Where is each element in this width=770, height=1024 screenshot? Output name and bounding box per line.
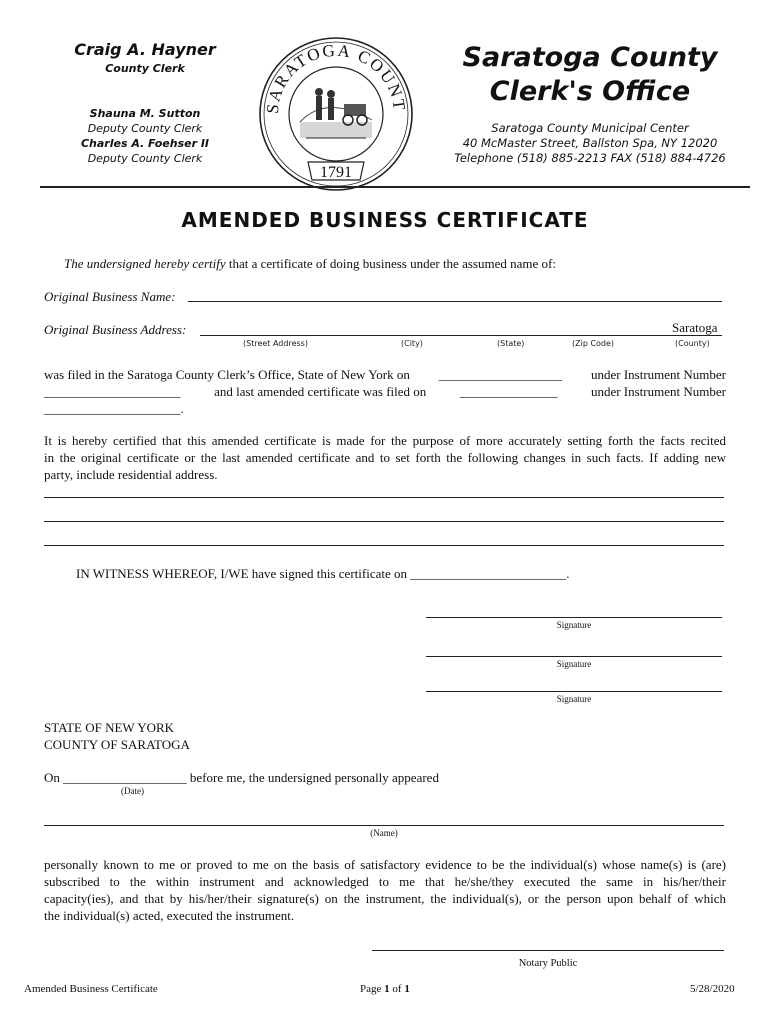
footer-date: 5/28/2020: [690, 983, 735, 995]
address-line1: Saratoga County Municipal Center: [491, 121, 689, 135]
seal-arc-text: SARATOGA COUNT: [262, 40, 410, 115]
purpose-line-2: in the original certificate or the last amended certificate and to set forth the following changes in such facts. If adding new: [44, 450, 726, 465]
deputy1-name: Shauna M. Sutton: [89, 107, 201, 120]
name-sublabel: (Name): [370, 828, 398, 838]
intro-text: [64, 256, 556, 272]
page-total: 1: [404, 983, 410, 995]
clerk-name: Craig A. Hayner: [74, 40, 216, 59]
orig-name-field[interactable]: [188, 301, 722, 302]
ack-line-1: personally known to me or proved to me on the basis of satisfactory evidence to be the individual(s) whose name(s) is (are): [44, 857, 726, 872]
footer-left: Amended Business Certificate: [24, 983, 158, 995]
ack-line-4: the individual(s) acted, executed the instrument.: [44, 908, 295, 923]
amended-date-field[interactable]: _______________: [459, 384, 558, 399]
changes-line-2[interactable]: [44, 521, 724, 522]
signature-line-1[interactable]: [426, 617, 722, 618]
street-sublabel: (Street Address): [243, 339, 308, 348]
county-seal: [256, 34, 416, 194]
seal-scene-icon: [300, 88, 372, 138]
signature-line-2[interactable]: [426, 656, 722, 657]
orig-name-label: Original Business Name:: [44, 289, 176, 304]
state-line: STATE OF NEW YORK: [44, 720, 175, 735]
notary-signature-line[interactable]: [372, 950, 724, 951]
city-sublabel: (City): [401, 339, 423, 348]
state-sublabel: (State): [497, 339, 525, 348]
purpose-line-1: It is hereby certified that this amended certificate is made for the purpose of more accurately setting forth the facts recited: [44, 433, 726, 448]
form-title: AMENDED BUSINESS CERTIFICATE: [181, 208, 589, 232]
office-title-line1: Saratoga County: [462, 42, 718, 73]
page-number: 1: [384, 983, 390, 995]
date-sublabel: (Date): [121, 786, 144, 796]
seal-year: 1791: [320, 164, 352, 181]
signature-label-1: Signature: [556, 620, 592, 630]
signature-label-2: Signature: [556, 659, 592, 669]
signature-label-3: Signature: [556, 694, 592, 704]
filed-line-2: _____________________ and last amended certificate was filed on _______________ under Instrument Number: [44, 384, 726, 399]
office-title-line2: Clerk's Office: [489, 76, 691, 107]
intro-rest: that a certificate of doing business under the assumed name of:: [225, 256, 556, 271]
on-date-text: On ___________________ before me, the undersigned personally appeared: [44, 770, 439, 785]
ack-line-2: subscribed to the within instrument and acknowledged to me that he/she/they executed the same in his/her/their: [44, 874, 726, 889]
amended-instrument-field[interactable]: _____________________.: [44, 401, 184, 416]
purpose-line-3: party, include residential address.: [44, 467, 218, 482]
county-line: COUNTY OF SARATOGA: [44, 737, 190, 752]
county-value: Saratoga: [672, 320, 718, 335]
filed-date-field[interactable]: ___________________: [438, 367, 563, 382]
filed-line-1: was filed in the Saratoga County Clerk’s Office, State of New York on ___________________ under Instrument Number: [44, 367, 726, 382]
ack-line-3: capacity(ies), and that by his/her/their signature(s) on the instrument, the individual(s), or the person upon behalf of which: [44, 891, 726, 906]
intro-italic: The undersigned hereby certify: [64, 256, 226, 271]
signature-line-3[interactable]: [426, 691, 722, 692]
deputy2-name: Charles A. Foehser II: [80, 137, 210, 150]
changes-line-1[interactable]: [44, 497, 724, 498]
deputy2-title: Deputy County Clerk: [87, 152, 203, 165]
address-line3: Telephone (518) 885-2213 FAX (518) 884-4726: [454, 151, 726, 165]
clerk-title: County Clerk: [105, 62, 185, 75]
notary-label: Notary Public: [518, 958, 578, 969]
deputy1-title: Deputy County Clerk: [87, 122, 203, 135]
county-sublabel: (County): [675, 339, 710, 348]
header-divider: [40, 186, 750, 188]
instrument-number-field[interactable]: _____________________: [44, 384, 181, 399]
zip-sublabel: (Zip Code): [572, 339, 615, 348]
footer-page: Page 1 of 1: [360, 983, 410, 995]
name-field[interactable]: [44, 825, 724, 826]
witness-text: IN WITNESS WHEREOF, I/WE have signed this certificate on ________________________.: [76, 566, 570, 581]
orig-addr-label: Original Business Address:: [44, 322, 187, 337]
orig-addr-field[interactable]: [200, 335, 722, 336]
address-line2: 40 McMaster Street, Ballston Spa, NY 12020: [462, 136, 718, 150]
changes-line-3[interactable]: [44, 545, 724, 546]
